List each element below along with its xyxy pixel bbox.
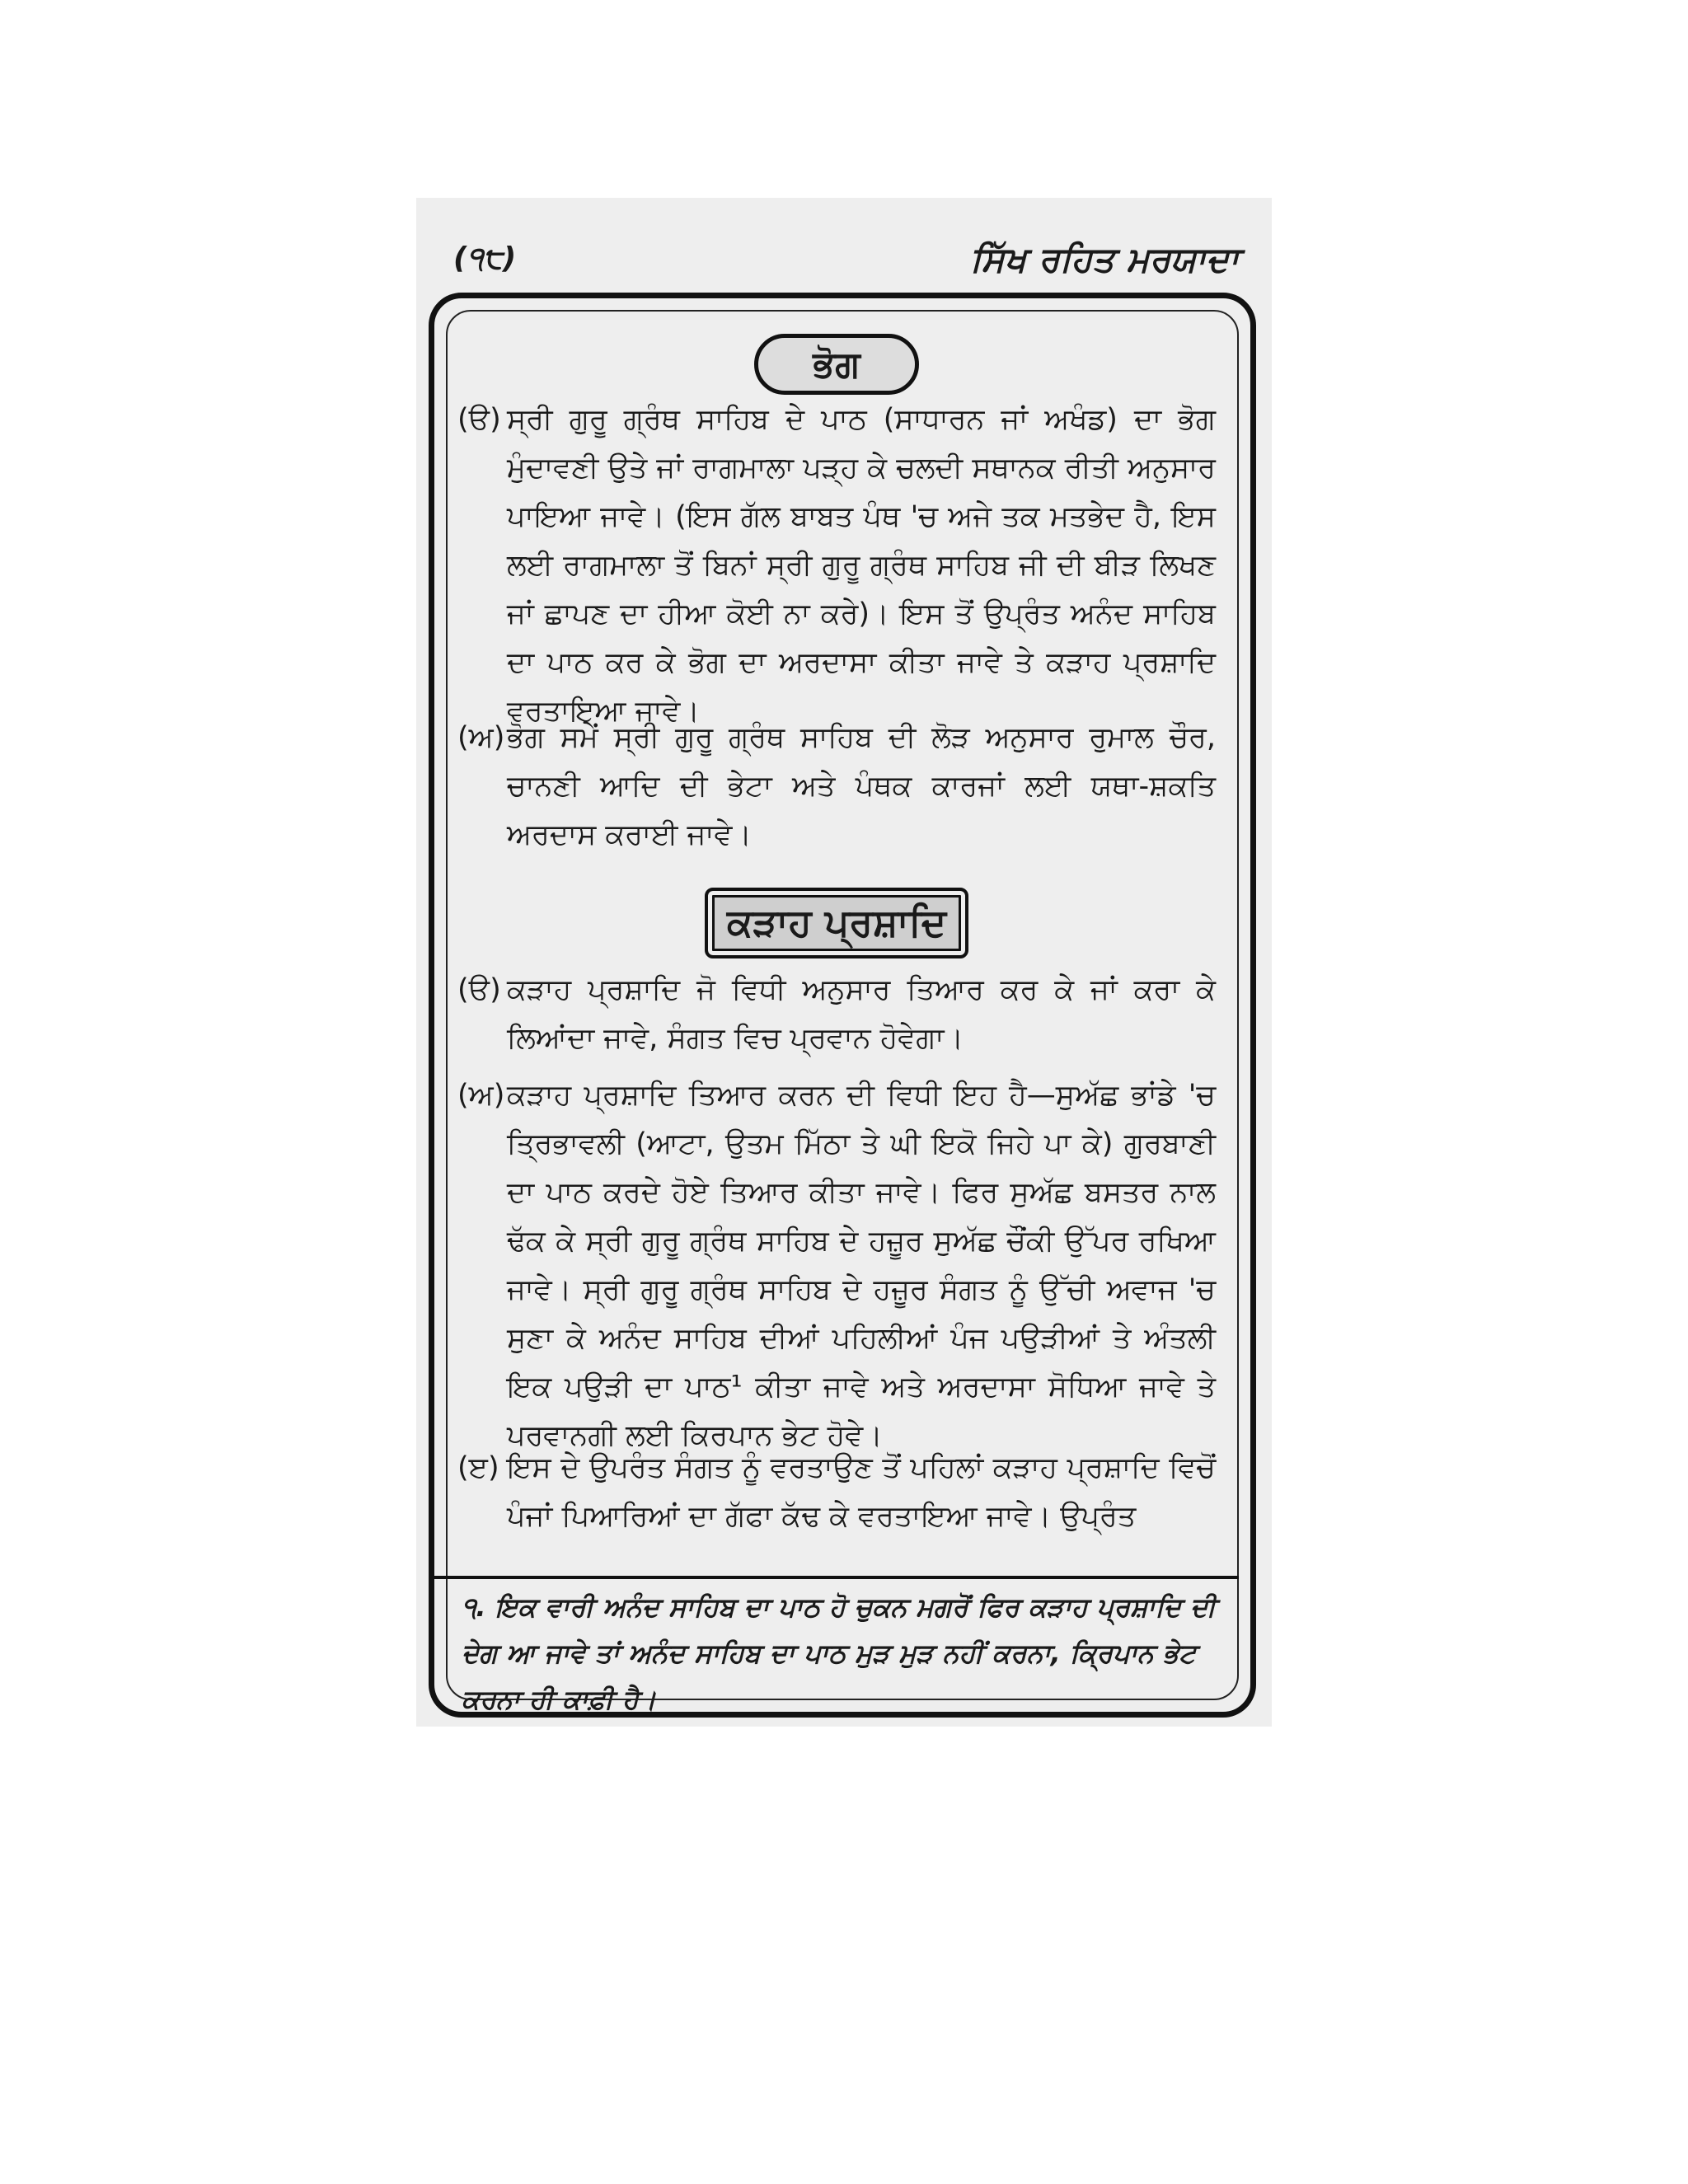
- item-marker: (ੳ): [457, 973, 501, 1006]
- item-text: ਕੜਾਹ ਪ੍ਰਸ਼ਾਦਿ ਤਿਆਰ ਕਰਨ ਦੀ ਵਿਧੀ ਇਹ ਹੈ—ਸੁਅੱਛ ਭਾਂਡੇ 'ਚ ਤ੍ਰਿਭਾਵਲੀ (ਆਟਾ, ਉਤਮ ਮਿੱਠਾ ਤੇ ਘੀ ਇਕੋ ਜਿਹੇ ਪਾ ਕੇ) ਗੁਰਬਾਣੀ ਦਾ ਪਾਠ ਕਰਦੇ ਹੋਏ ਤਿਆਰ ਕੀਤਾ ਜਾਵੇ। ਫਿਰ ਸੁਅੱਛ ਬਸਤਰ ਨਾਲ ਢੱਕ ਕੇ ਸ੍ਰੀ ਗੁਰੂ ਗ੍ਰੰਥ ਸਾਹਿਬ ਦੇ ਹਜ਼ੂਰ ਸੁਅੱਛ ਚੌਂਕੀ ਉੱਪਰ ਰਖਿਆ ਜਾਵੇ। ਸ੍ਰੀ ਗੁਰੂ ਗ੍ਰੰਥ ਸਾਹਿਬ ਦੇ ਹਜ਼ੂਰ ਸੰਗਤ ਨੂੰ ਉੱਚੀ ਅਵਾਜ 'ਚ ਸੁਣਾ ਕੇ ਅਨੰਦ ਸਾਹਿਬ ਦੀਆਂ ਪਹਿਲੀਆਂ ਪੰਜ ਪਉੜੀਆਂ ਤੇ ਅੰਤਲੀ ਇਕ ਪਉੜੀ ਦਾ ਪਾਠ¹ ਕੀਤਾ ਜਾਵੇ ਅਤੇ ਅਰਦਾਸਾ ਸੋਧਿਆ ਜਾਵੇ ਤੇ ਪਰਵਾਨਗੀ ਲਈ ਕਿਰਪਾਨ ਭੇਟ ਹੋਵੇ।: [507, 1079, 1216, 1452]
- item-text: ਕੜਾਹ ਪ੍ਰਸ਼ਾਦਿ ਜੋ ਵਿਧੀ ਅਨੁਸਾਰ ਤਿਆਰ ਕਰ ਕੇ ਜਾਂ ਕਰਾ ਕੇ ਲਿਆਂਦਾ ਜਾਵੇ, ਸੰਗਤ ਵਿਚ ਪ੍ਰਵਾਨ ਹੋਵੇਗਾ।: [507, 973, 1216, 1055]
- footnote-divider: [434, 1576, 1239, 1579]
- bhog-item-a: [457, 396, 1216, 736]
- page-number: (੧੮): [453, 241, 517, 275]
- item-marker: (ਅ): [457, 721, 505, 754]
- bhog-item-b: [457, 714, 1216, 860]
- karah-item-c: [457, 1444, 1216, 1541]
- item-text: ਭੋਗ ਸਮੇਂ ਸ੍ਰੀ ਗੁਰੂ ਗ੍ਰੰਥ ਸਾਹਿਬ ਦੀ ਲੋੜ ਅਨੁਸਾਰ ਰੁਮਾਲ ਚੌਰ, ਚਾਨਣੀ ਆਦਿ ਦੀ ਭੇਟਾ ਅਤੇ ਪੰਥਕ ਕਾਰਜਾਂ ਲਈ ਯਥਾ-ਸ਼ਕਤਿ ਅਰਦਾਸ ਕਰਾਈ ਜਾਵੇ।: [507, 721, 1216, 851]
- section-heading-bhog-text: ਭੋਗ: [813, 343, 860, 386]
- karah-item-b: [457, 1071, 1216, 1460]
- running-title: ਸਿੱਖ ਰਹਿਤ ਮਰਯਾਦਾ: [970, 239, 1239, 279]
- section-heading-karah-prashad-text: ਕੜਾਹ ਪ੍ਰਸ਼ਾਦਿ: [726, 900, 947, 944]
- item-marker: (ੳ): [457, 403, 501, 436]
- footnote: ੧. ਇਕ ਵਾਰੀ ਅਨੰਦ ਸਾਹਿਬ ਦਾ ਪਾਠ ਹੋ ਚੁਕਨ ਮਗਰੋਂ ਫਿਰ ਕੜਾਹ ਪ੍ਰਸ਼ਾਦਿ ਦੀ ਦੇਗ ਆ ਜਾਵੇ ਤਾਂ ਅਨੰਦ ਸਾਹਿਬ ਦਾ ਪਾਠ ਮੁੜ ਮੁੜ ਨਹੀਂ ਕਰਨਾ, ਕ੍ਰਿਪਾਨ ਭੇਟ ਕਰਨਾ ਹੀ ਕਾਫ਼ੀ ਹੈ।: [462, 1591, 1216, 1715]
- item-text: ਇਸ ਦੇ ਉਪਰੰਤ ਸੰਗਤ ਨੂੰ ਵਰਤਾਉਣ ਤੋਂ ਪਹਿਲਾਂ ਕੜਾਹ ਪ੍ਰਸ਼ਾਦਿ ਵਿਚੋਂ ਪੰਜਾਂ ਪਿਆਰਿਆਂ ਦਾ ਗੱਫਾ ਕੱਢ ਕੇ ਵਰਤਾਇਆ ਜਾਵੇ। ਉਪ੍ਰੰਤ: [507, 1451, 1216, 1533]
- item-text: ਸ੍ਰੀ ਗੁਰੂ ਗ੍ਰੰਥ ਸਾਹਿਬ ਦੇ ਪਾਠ (ਸਾਧਾਰਨ ਜਾਂ ਅਖੰਡ) ਦਾ ਭੋਗ ਮੁੰਦਾਵਣੀ ਉਤੇ ਜਾਂ ਰਾਗਮਾਲਾ ਪੜ੍ਹ ਕੇ ਚਲਦੀ ਸਥਾਨਕ ਰੀਤੀ ਅਨੁਸਾਰ ਪਾਇਆ ਜਾਵੇ। (ਇਸ ਗੱਲ ਬਾਬਤ ਪੰਥ 'ਚ ਅਜੇ ਤਕ ਮਤਭੇਦ ਹੈ, ਇਸ ਲਈ ਰਾਗਮਾਲਾ ਤੋਂ ਬਿਨਾਂ ਸ੍ਰੀ ਗੁਰੂ ਗ੍ਰੰਥ ਸਾਹਿਬ ਜੀ ਦੀ ਬੀੜ ਲਿਖਣ ਜਾਂ ਛਾਪਣ ਦਾ ਹੀਆ ਕੋਈ ਨਾ ਕਰੇ)। ਇਸ ਤੋਂ ਉਪ੍ਰੰਤ ਅਨੰਦ ਸਾਹਿਬ ਦਾ ਪਾਠ ਕਰ ਕੇ ਭੋਗ ਦਾ ਅਰਦਾਸਾ ਕੀਤਾ ਜਾਵੇ ਤੇ ਕੜਾਹ ਪ੍ਰਸ਼ਾਦਿ ਵਰਤਾਇਆ ਜਾਵੇ।: [507, 403, 1216, 728]
- section-heading-karah-prashad: [705, 888, 968, 958]
- karah-item-a: [457, 966, 1216, 1063]
- item-marker: (ੲ): [457, 1451, 499, 1484]
- item-marker: (ਅ): [457, 1079, 505, 1112]
- section-heading-bhog: [754, 334, 919, 395]
